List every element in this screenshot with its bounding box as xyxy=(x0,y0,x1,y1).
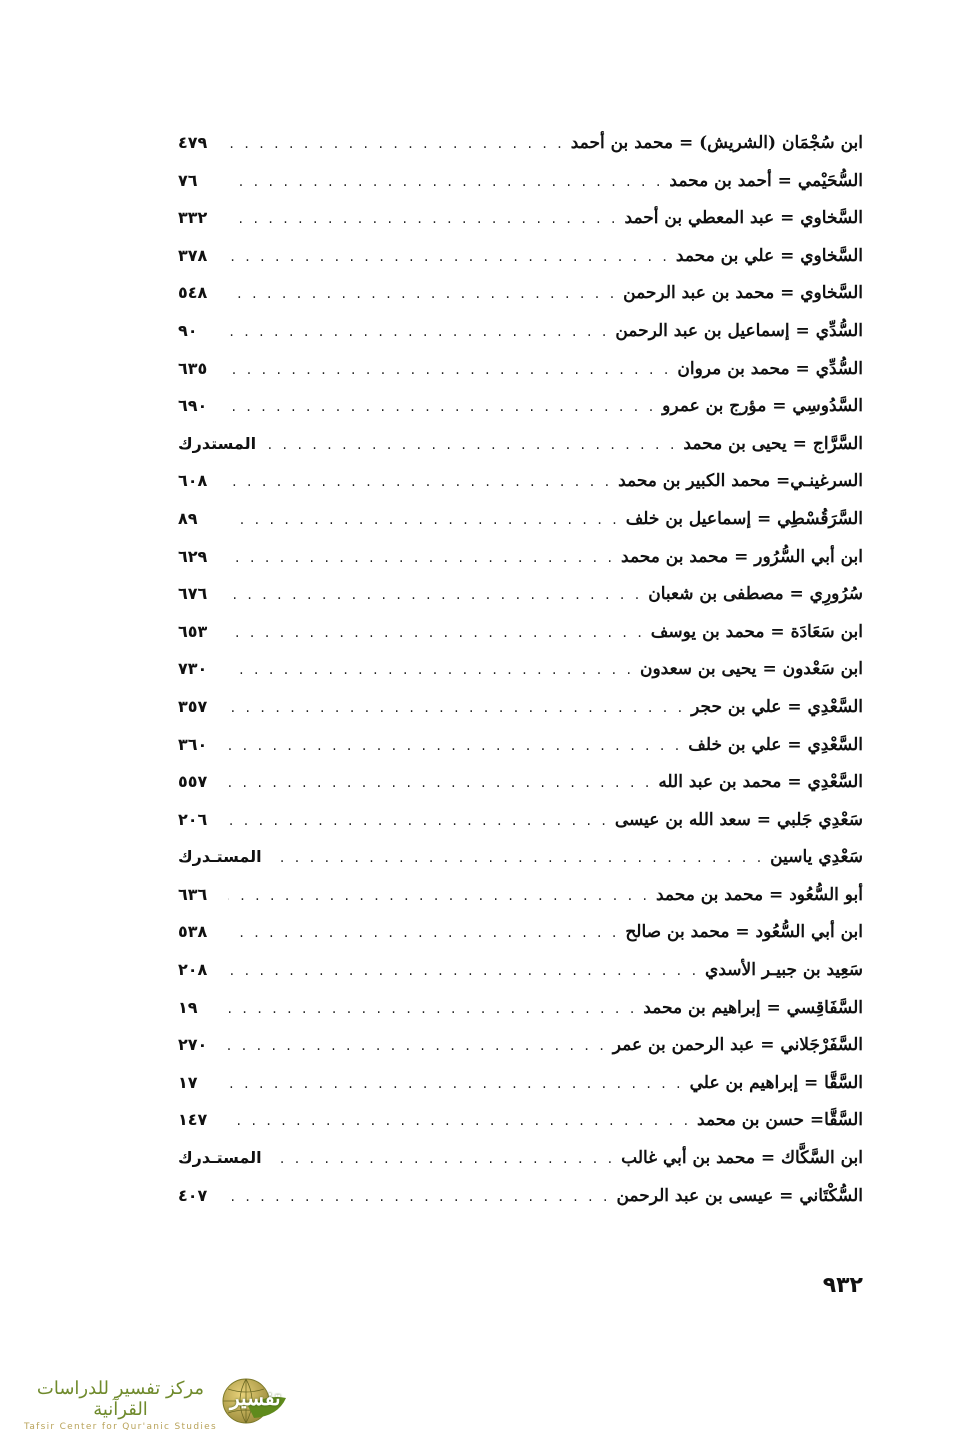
entry-page: ٤٠٧ xyxy=(178,1185,208,1205)
entry-page: ٤٧٩ xyxy=(178,133,208,152)
entry-page: ٦٠٨ xyxy=(178,471,208,491)
index-entry xyxy=(178,1186,863,1224)
entry-name: ابن سُجْمَان (الشريش) = محمد بن أحمد xyxy=(570,133,863,153)
dot-leader xyxy=(228,662,634,678)
entry-name: السَّرَّاج = يحيى بن محمد xyxy=(683,433,863,454)
index-entry xyxy=(178,735,863,773)
entry-name: ابن سَعْدون = يحيى بن سعدون xyxy=(639,659,863,680)
entry-name: أبو السُّعُود = محمد بن محمد xyxy=(655,884,863,905)
dot-leader xyxy=(268,850,765,866)
entry-page: ١٩ xyxy=(178,997,198,1017)
index-entry xyxy=(178,847,863,885)
entry-name: ابن السَّكَّاك = محمد بن أبي غالب xyxy=(621,1148,863,1169)
index-entry xyxy=(178,885,863,923)
dot-leader xyxy=(228,1189,610,1205)
entry-page: ٨٩ xyxy=(178,508,198,528)
index-entry xyxy=(178,922,863,960)
entry-name: سَعْدِي ياسين xyxy=(770,847,863,868)
entry-name: السَّقَّا = إبراهيم بن علي xyxy=(689,1072,863,1093)
dot-leader xyxy=(262,437,677,453)
dot-leader xyxy=(228,174,663,190)
index-entry xyxy=(178,584,863,622)
index-entry xyxy=(178,1035,863,1073)
dot-leader xyxy=(228,1113,691,1129)
entry-name: السُّكْتَاني = عيسى بن عبد الرحمن xyxy=(616,1185,863,1206)
dot-leader xyxy=(228,1001,637,1017)
logo-emblem-word: تفسير xyxy=(230,1386,281,1410)
entry-page: ٢٠٨ xyxy=(178,960,208,980)
index-entry xyxy=(178,772,863,810)
entry-page: ١٤٧ xyxy=(178,1110,208,1130)
entry-name: السَّخاوي = عبد المعطي بن أحمد xyxy=(624,208,863,229)
page-number: ٩٣٢ xyxy=(822,1273,863,1298)
entry-page: ٩٠ xyxy=(178,320,198,340)
index-entry xyxy=(178,1148,863,1186)
entry-name: السَّفَاقِسي = إبراهيم بن محمد xyxy=(643,997,863,1018)
entry-name: السَّدُوسِي = مؤرج بن عمرو xyxy=(662,396,863,417)
index-entry xyxy=(178,622,863,660)
entry-name: سَعْدِي جَلبي = سعد الله بن عيسى xyxy=(614,809,863,830)
entry-page: المستـدرك xyxy=(178,1148,262,1168)
dot-leader xyxy=(228,587,642,603)
index-entry xyxy=(178,283,863,321)
entry-page: ٣٦٠ xyxy=(178,734,208,754)
dot-leader xyxy=(228,1038,607,1054)
logo-arabic-text: مركز تفسير للدراسات القرآنية xyxy=(36,1378,205,1420)
dot-leader xyxy=(228,324,609,340)
entry-page: ٥٣٨ xyxy=(178,922,208,942)
dot-leader xyxy=(228,362,671,378)
index-entry xyxy=(178,509,863,547)
dot-leader xyxy=(228,249,670,265)
entry-name: السُّدِّي = محمد بن مروان xyxy=(677,358,863,379)
dot-leader xyxy=(228,813,609,829)
entry-page: المستـدرك xyxy=(178,847,262,867)
entry-page: ٦٣٦ xyxy=(178,884,208,904)
entry-page: ٦٩٠ xyxy=(178,396,208,416)
entry-page: ٣٣٢ xyxy=(178,208,208,228)
entry-page: ٣٧٨ xyxy=(178,245,208,265)
entry-name: السُّدِّي = إسماعيل بن عبد الرحمن xyxy=(615,320,863,341)
entry-name: السَّخاوي = علي بن محمد xyxy=(675,245,863,266)
entry-page: المستدرك xyxy=(178,433,257,453)
dot-leader xyxy=(228,1076,684,1092)
entry-page: ٦٧٦ xyxy=(178,584,208,604)
dot-leader xyxy=(228,286,617,302)
entry-name: سُرُورِي = مصطفى بن شعبان xyxy=(648,584,863,605)
entry-name: السَّخاوي = محمد بن عبد الرحمن xyxy=(623,283,863,304)
index-entry xyxy=(178,359,863,397)
entry-name: السَّفَرْجَلاني = عبد الرحمن بن عمر xyxy=(612,1035,863,1056)
dot-leader xyxy=(228,136,565,152)
entry-page: ٢٧٠ xyxy=(178,1035,208,1055)
dot-leader xyxy=(228,625,645,641)
entry-name: السَّعْدِي = محمد بن عبد الله xyxy=(658,772,863,793)
entry-name: سَعِيد بن جبيـر الأسدي xyxy=(705,960,863,981)
dot-leader xyxy=(228,925,619,941)
index-entry xyxy=(178,960,863,998)
dot-leader xyxy=(228,211,619,227)
entry-page: ٧٣٠ xyxy=(178,659,208,679)
index-entry xyxy=(178,133,863,171)
index-entry xyxy=(178,246,863,284)
entry-name: ابن سَعَادَة = محمد بن يوسف xyxy=(650,621,863,642)
logo-wordmark xyxy=(18,1374,223,1432)
publisher-logo xyxy=(18,1374,288,1432)
index-entry xyxy=(178,1110,863,1148)
dot-leader xyxy=(228,399,656,415)
index-entry xyxy=(178,321,863,359)
entry-name: السَّعْدِي = علي بن حجر xyxy=(691,696,863,717)
index-entry xyxy=(178,171,863,209)
entry-name: السَّقَّا= حسن بن محمد xyxy=(697,1110,863,1131)
entry-name: السَّعْدِي = علي بن خلف xyxy=(688,734,863,755)
dot-leader xyxy=(268,1151,616,1167)
dot-leader xyxy=(228,775,652,791)
entry-name: ابن أبي السُّرُور = محمد بن محمد xyxy=(621,546,863,567)
index-entry xyxy=(178,1073,863,1111)
entry-page: ٦٥٣ xyxy=(178,621,208,641)
entry-page: ٣٥٧ xyxy=(178,696,208,716)
entry-page: ١٧ xyxy=(178,1072,198,1092)
entry-page: ٥٤٨ xyxy=(178,283,208,303)
index-entry xyxy=(178,810,863,848)
index-entry xyxy=(178,547,863,585)
index-entry xyxy=(178,396,863,434)
index-list xyxy=(178,133,863,1223)
entry-page: ٦٢٩ xyxy=(178,546,208,566)
dot-leader xyxy=(228,738,682,754)
entry-page: ٥٥٧ xyxy=(178,772,208,792)
entry-name: ابن أبي السُّعُود = محمد بن صالح xyxy=(625,922,863,943)
index-entry xyxy=(178,998,863,1036)
dot-leader xyxy=(228,512,620,528)
dot-leader xyxy=(228,474,612,490)
dot-leader xyxy=(228,700,685,716)
index-entry xyxy=(178,697,863,735)
entry-name: السرغينـي= محمد الكبير بن محمد xyxy=(618,471,863,492)
entry-name: السَّرَقُسْطِي = إسماعيل بن خلف xyxy=(625,508,863,529)
index-entry xyxy=(178,434,863,472)
entry-name: السُّحَيْمي = أحمد بن محمد xyxy=(669,170,863,191)
index-entry xyxy=(178,471,863,509)
logo-english-text: Tafsir Center for Qur'anic Studies xyxy=(24,1422,217,1432)
index-entry xyxy=(178,659,863,697)
entry-page: ٦٣٥ xyxy=(178,358,208,378)
entry-page: ٧٦ xyxy=(178,170,198,190)
index-entry xyxy=(178,208,863,246)
dot-leader xyxy=(228,963,699,979)
entry-page: ٢٠٦ xyxy=(178,809,208,829)
dot-leader xyxy=(228,888,650,904)
dot-leader xyxy=(228,550,615,566)
